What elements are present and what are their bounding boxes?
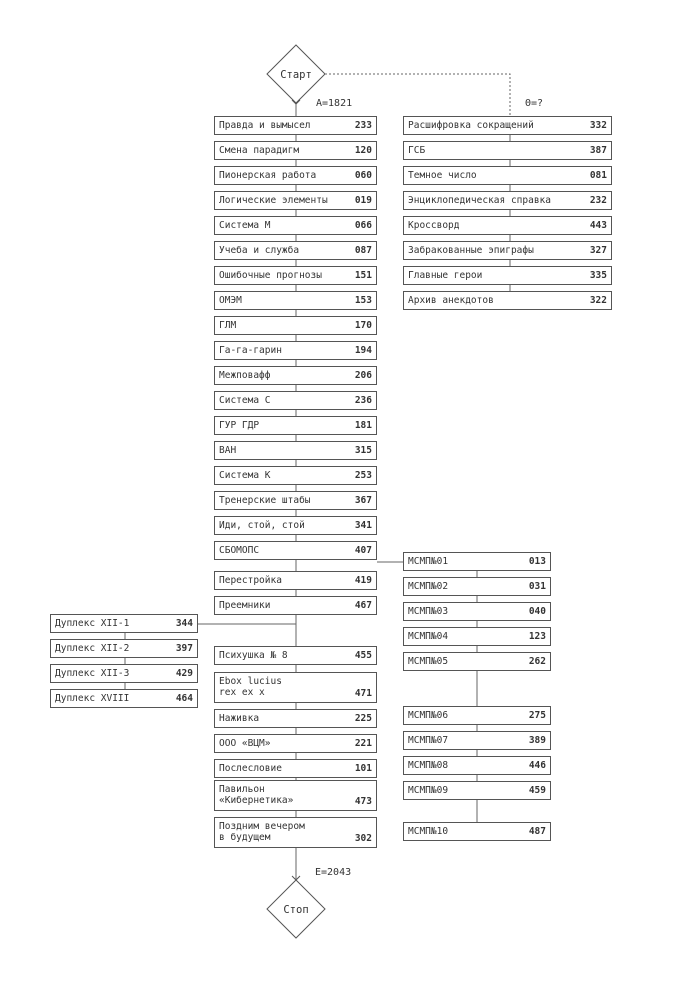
right-item-number: 332 [589,120,607,131]
main-item-label: СБОМОПС [219,545,260,556]
main-item-box [214,366,377,385]
duplex-item-label: Дуплекс XII-2 [55,643,130,654]
duplex-item-number: 397 [175,643,193,654]
main-item-box [214,441,377,460]
main-item-number: 151 [354,270,372,281]
right-item-label: ГСБ [408,145,426,156]
main-item-number: 194 [354,345,372,356]
mcmp-item-label: МСМП№02 [408,581,449,592]
main-item-box [214,391,377,410]
main-item-number: 236 [354,395,372,406]
main-item-label: ГЛМ [219,320,237,331]
main-item-number: 101 [354,763,372,774]
main-item-label: Учеба и служба [219,245,300,256]
main-item-number: 060 [354,170,372,181]
main-item-number: 181 [354,420,372,431]
main-item-box [214,709,377,728]
main-item-box [214,416,377,435]
mcmp-item-box [403,756,551,775]
right-item-number: 327 [589,245,607,256]
right-item-label: Энциклопедическая справка [408,195,551,206]
right-item-number: 232 [589,195,607,206]
right-item-number: 335 [589,270,607,281]
mcmp-item-box [403,781,551,800]
main-item-box [214,571,377,590]
main-item-box [214,541,377,560]
main-item-label: Межповафф [219,370,271,381]
right-item-box [403,191,612,210]
main-item-box [214,241,377,260]
main-item-label: Правда и вымысел [219,120,311,131]
right-item-label: Архив анекдотов [408,295,494,306]
main-item-number: 066 [354,220,372,231]
main-item-number: 473 [354,796,372,807]
mcmp-item-box [403,602,551,621]
main-item-box [214,341,377,360]
mcmp-item-label: МСМП№07 [408,735,449,746]
main-item-label: Поздним вечером в будущем [219,821,305,843]
mcmp-item-box [403,652,551,671]
main-item-number: 087 [354,245,372,256]
main-item-number: 120 [354,145,372,156]
mcmp-item-number: 123 [528,631,546,642]
main-item-label: Система К [219,470,271,481]
right-item-number: 322 [589,295,607,306]
duplex-connector [198,614,296,624]
main-item-box [214,466,377,485]
main-item-number: 315 [354,445,372,456]
main-item-box [214,166,377,185]
duplex-item-number: 464 [175,693,193,704]
right-item-box [403,291,612,310]
main-item-label: Преемники [219,600,271,611]
main-item-number: 471 [354,688,372,699]
main-item-label: Система С [219,395,271,406]
right-item-label: Темное число [408,170,477,181]
main-item-label: Психушка № 8 [219,650,288,661]
main-item-label: Тренерские штабы [219,495,311,506]
duplex-item-number: 344 [175,618,193,629]
mcmp-item-number: 459 [528,785,546,796]
main-item-box [214,141,377,160]
main-item-number: 233 [354,120,372,131]
main-item-box [214,672,377,703]
main-item-number: 455 [354,650,372,661]
main-item-label: Павильон «Кибернетика» [219,784,294,806]
main-item-number: 019 [354,195,372,206]
right-item-box [403,241,612,260]
e-annotation: E=2043 [315,867,352,878]
main-item-label: Перестройка [219,575,282,586]
main-item-label: Ebox lucius rex ex x [219,676,282,698]
right-item-box [403,166,612,185]
main-item-label: Ошибочные прогнозы [219,270,322,281]
start-label: Старт [280,69,312,81]
main-item-label: Пионерская работа [219,170,317,181]
main-item-label: ООО «ВЦМ» [219,738,271,749]
right-item-box [403,266,612,285]
main-item-number: 341 [354,520,372,531]
right-item-number: 443 [589,220,607,231]
main-item-number: 407 [354,545,372,556]
main-item-box [214,291,377,310]
mcmp-item-label: МСМП№04 [408,631,449,642]
mcmp-item-number: 275 [528,710,546,721]
right-item-label: Главные герои [408,270,483,281]
main-item-number: 225 [354,713,372,724]
mcmp-item-label: МСМП№09 [408,785,449,796]
main-item-number: 153 [354,295,372,306]
main-item-label: Смена парадигм [219,145,300,156]
right-item-number: 081 [589,170,607,181]
duplex-item-box [50,614,198,633]
main-item-number: 170 [354,320,372,331]
mcmp-item-number: 262 [528,656,546,667]
mcmp-item-number: 487 [528,826,546,837]
mcmp-item-label: МСМП№10 [408,826,449,837]
duplex-item-label: Дуплекс XII-1 [55,618,130,629]
right-item-label: Расшифровка сокращений [408,120,534,131]
main-item-box [214,780,377,811]
duplex-item-label: Дуплекс XII-3 [55,668,130,679]
mcmp-item-number: 031 [528,581,546,592]
right-item-box [403,116,612,135]
main-item-number: 221 [354,738,372,749]
main-item-label: Га-га-гарин [219,345,282,356]
mcmp-item-label: МСМП№08 [408,760,449,771]
mcmp-item-box [403,822,551,841]
main-item-box [214,116,377,135]
mcmp-item-number: 446 [528,760,546,771]
main-item-box [214,759,377,778]
main-item-number: 467 [354,600,372,611]
duplex-item-box [50,664,198,683]
stop-label: Стоп [283,904,309,916]
mcmp-item-label: МСМП№03 [408,606,449,617]
mcmp-item-box [403,706,551,725]
mcmp-item-label: МСМП№01 [408,556,449,567]
main-item-label: Послесловие [219,763,282,774]
main-item-label: ВАН [219,445,237,456]
main-item-box [214,734,377,753]
main-item-number: 253 [354,470,372,481]
main-item-box [214,491,377,510]
a-annotation: A=1821 [316,98,353,109]
main-item-label: ОМЭМ [219,295,242,306]
right-item-number: 387 [589,145,607,156]
start-dashed-connector [325,74,510,116]
duplex-item-label: Дуплекс XVIII [55,693,130,704]
main-item-box [214,316,377,335]
main-item-box [214,817,377,848]
main-item-label: Логические элементы [219,195,328,206]
main-item-label: Наживка [219,713,260,724]
duplex-item-box [50,689,198,708]
mcmp-item-number: 389 [528,735,546,746]
mcmp-item-box [403,577,551,596]
mcmp-item-label: МСМП№06 [408,710,449,721]
main-item-box [214,191,377,210]
main-item-label: Иди, стой, стой [219,520,305,531]
mcmp-item-label: МСМП№05 [408,656,449,667]
main-item-box [214,596,377,615]
main-item-box [214,216,377,235]
main-item-label: ГУР ГДР [219,420,260,431]
mcmp-item-box [403,731,551,750]
mcmp-item-number: 040 [528,606,546,617]
main-item-number: 206 [354,370,372,381]
main-item-label: Система М [219,220,271,231]
mcmp-item-box [403,627,551,646]
main-item-number: 419 [354,575,372,586]
mcmp-item-number: 013 [528,556,546,567]
main-item-number: 302 [354,833,372,844]
theta-annotation: Θ=? [525,98,544,109]
right-item-box [403,141,612,160]
main-item-box [214,516,377,535]
duplex-item-box [50,639,198,658]
right-item-label: Кроссворд [408,220,460,231]
duplex-item-number: 429 [175,668,193,679]
main-item-box [214,266,377,285]
right-item-label: Забракованные эпиграфы [408,245,534,256]
mcmp-item-box [403,552,551,571]
main-item-number: 367 [354,495,372,506]
right-item-box [403,216,612,235]
main-item-box [214,646,377,665]
